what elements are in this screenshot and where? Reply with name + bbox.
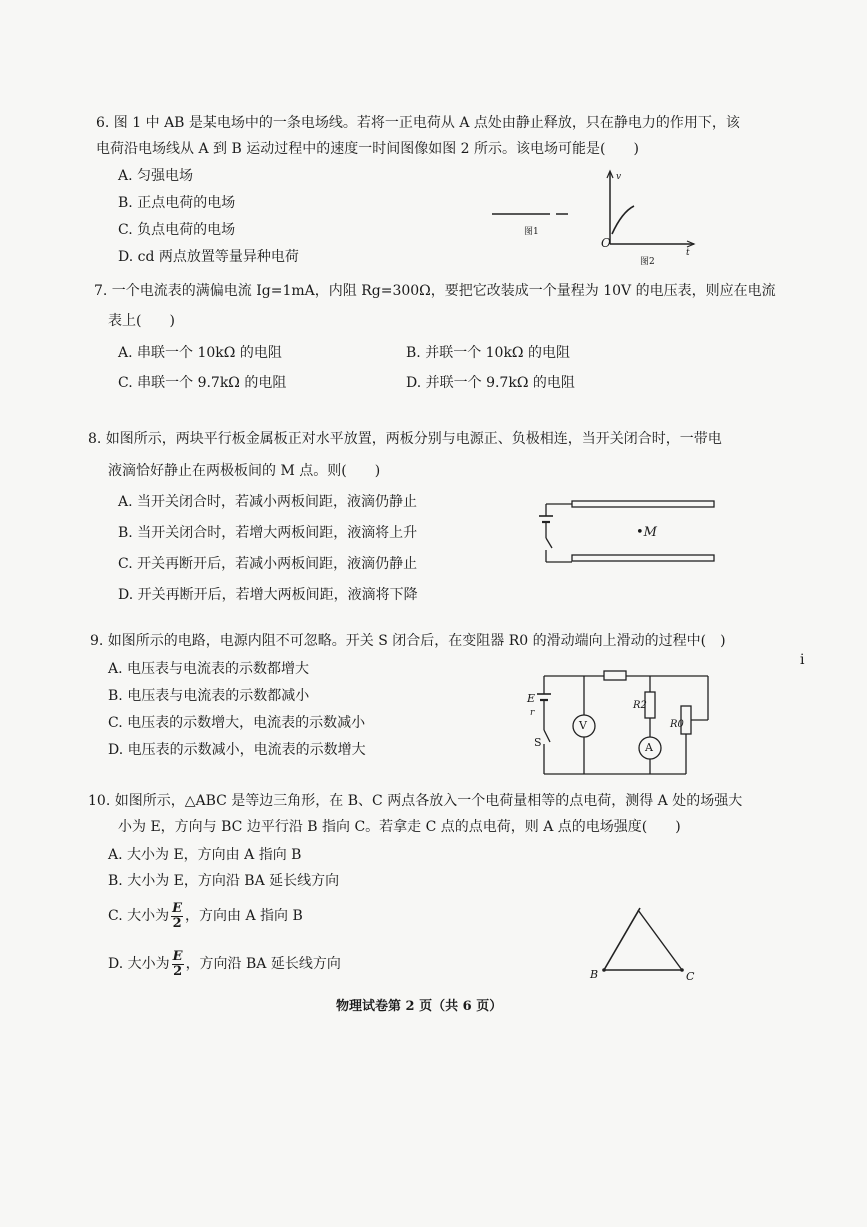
q9-option-c: C. 电压表的示数增大，电流表的示数减小	[108, 715, 366, 731]
q10-vertex-c-label: C	[686, 970, 695, 983]
margin-mark: i	[800, 652, 805, 668]
q6-option-d: D. cd 两点放置等量异种电荷	[118, 249, 299, 265]
q10-triangle-figure	[594, 898, 704, 978]
q6-option-c: C. 负点电荷的电场	[118, 222, 236, 238]
q10-option-d-suffix: ，方向沿 BA 延长线方向	[185, 956, 341, 972]
q7-option-a: A. 串联一个 10kΩ 的电阻	[118, 345, 282, 361]
q6-option-a: A. 匀强电场	[118, 168, 194, 184]
q10-option-c-prefix: C. 大小为	[108, 908, 170, 924]
q7-stem-line1: 7. 一个电流表的满偏电流 Ig=1mA，内阻 Rg=300Ω，要把它改装成一个量程为 10V 的电压表，则应在电流	[94, 283, 776, 299]
q8-stem-line2: 液滴恰好静止在两极板间的 M 点。则( )	[108, 463, 381, 479]
q9-r0-label: R0	[670, 719, 684, 730]
q9-switch-label: S	[534, 736, 542, 749]
q6-fig2-caption: 图2	[640, 257, 655, 267]
q7-option-d: D. 并联一个 9.7kΩ 的电阻	[406, 375, 575, 391]
q8-point-m-label: •M	[636, 525, 657, 540]
q10-option-c-denominator: 2	[172, 915, 182, 931]
q8-option-c: C. 开关再断开后，若减小两板间距，液滴仍静止	[118, 556, 418, 572]
page-footer: 物理试卷第 2 页（共 6 页）	[336, 999, 503, 1014]
q9-emf-label: E	[527, 692, 536, 705]
q10-stem-line2: 小为 E，方向与 BC 边平行沿 B 指向 C。若拿走 C 点的点电荷，则 A 点的电场强度( )	[118, 819, 681, 835]
q10-vertex-b-label: B	[590, 968, 599, 981]
q10-option-c-fraction	[171, 902, 183, 931]
q9-circuit-figure	[528, 664, 724, 780]
q10-option-c	[108, 898, 303, 934]
q10-option-d-denominator: 2	[173, 963, 183, 979]
q10-option-b: B. 大小为 E，方向沿 BA 延长线方向	[108, 873, 340, 889]
q6-stem-line2: 电荷沿电场线从 A 到 B 运动过程中的速度一时间图像如图 2 所示。该电场可能是( )	[96, 141, 639, 157]
q9-option-b: B. 电压表与电流表的示数都减小	[108, 688, 310, 704]
q8-capacitor-figure	[536, 496, 726, 578]
q6-v-axis-label: v	[616, 172, 622, 182]
q10-stem-line1: 10. 如图所示，△ABC 是等边三角形，在 B、C 两点各放入一个电荷量相等的点电荷，测得 A 处的场强大	[88, 793, 743, 809]
q9-option-a: A. 电压表与电流表的示数都增大	[108, 661, 310, 677]
q8-option-b: B. 当开关闭合时，若增大两板间距，液滴将上升	[118, 525, 418, 541]
q10-option-c-suffix: ，方向由 A 指向 B	[185, 908, 303, 924]
q10-option-d	[108, 946, 341, 982]
q6-option-b: B. 正点电荷的电场	[118, 195, 236, 211]
q10-option-d-numerator: E	[172, 948, 183, 964]
q9-internal-resistance-label: r	[530, 708, 535, 718]
q9-r2-label: R2	[633, 700, 647, 711]
q6-fig1-caption: 图1	[524, 227, 539, 237]
q8-option-a: A. 当开关闭合时，若减小两板间距，液滴仍静止	[118, 494, 418, 510]
q7-option-c: C. 串联一个 9.7kΩ 的电阻	[118, 375, 287, 391]
q8-stem-line1: 8. 如图所示，两块平行板金属板正对水平放置，两板分别与电源正、负极相连，当开关闭合时，一带电	[88, 431, 722, 447]
q10-option-a: A. 大小为 E，方向由 A 指向 B	[108, 847, 302, 863]
q10-option-d-fraction	[172, 950, 184, 979]
q9-stem-line1: 9. 如图所示的电路，电源内阻不可忽略。开关 S 闭合后，在变阻器 R0 的滑动端向上滑动的过程中( )	[90, 633, 726, 649]
q10-option-d-prefix: D. 大小为	[108, 956, 170, 972]
q9-ammeter-label: A	[645, 741, 653, 754]
q9-option-d: D. 电压表的示数减小，电流表的示数增大	[108, 742, 366, 758]
q6-t-axis-label: t	[686, 248, 690, 258]
q7-stem-line2: 表上( )	[108, 313, 175, 329]
q6-stem-line1: 6. 图 1 中 AB 是某电场中的一条电场线。若将一正电荷从 A 点处由静止释放，只在静电力的作用下，该	[96, 115, 740, 131]
q9-voltmeter-label: V	[579, 719, 587, 732]
q7-option-b: B. 并联一个 10kΩ 的电阻	[406, 345, 570, 361]
q6-origin-label: O	[601, 236, 611, 250]
q8-option-d: D. 开关再断开后，若增大两板间距，液滴将下降	[118, 587, 418, 603]
q10-option-c-numerator: E	[172, 900, 183, 916]
